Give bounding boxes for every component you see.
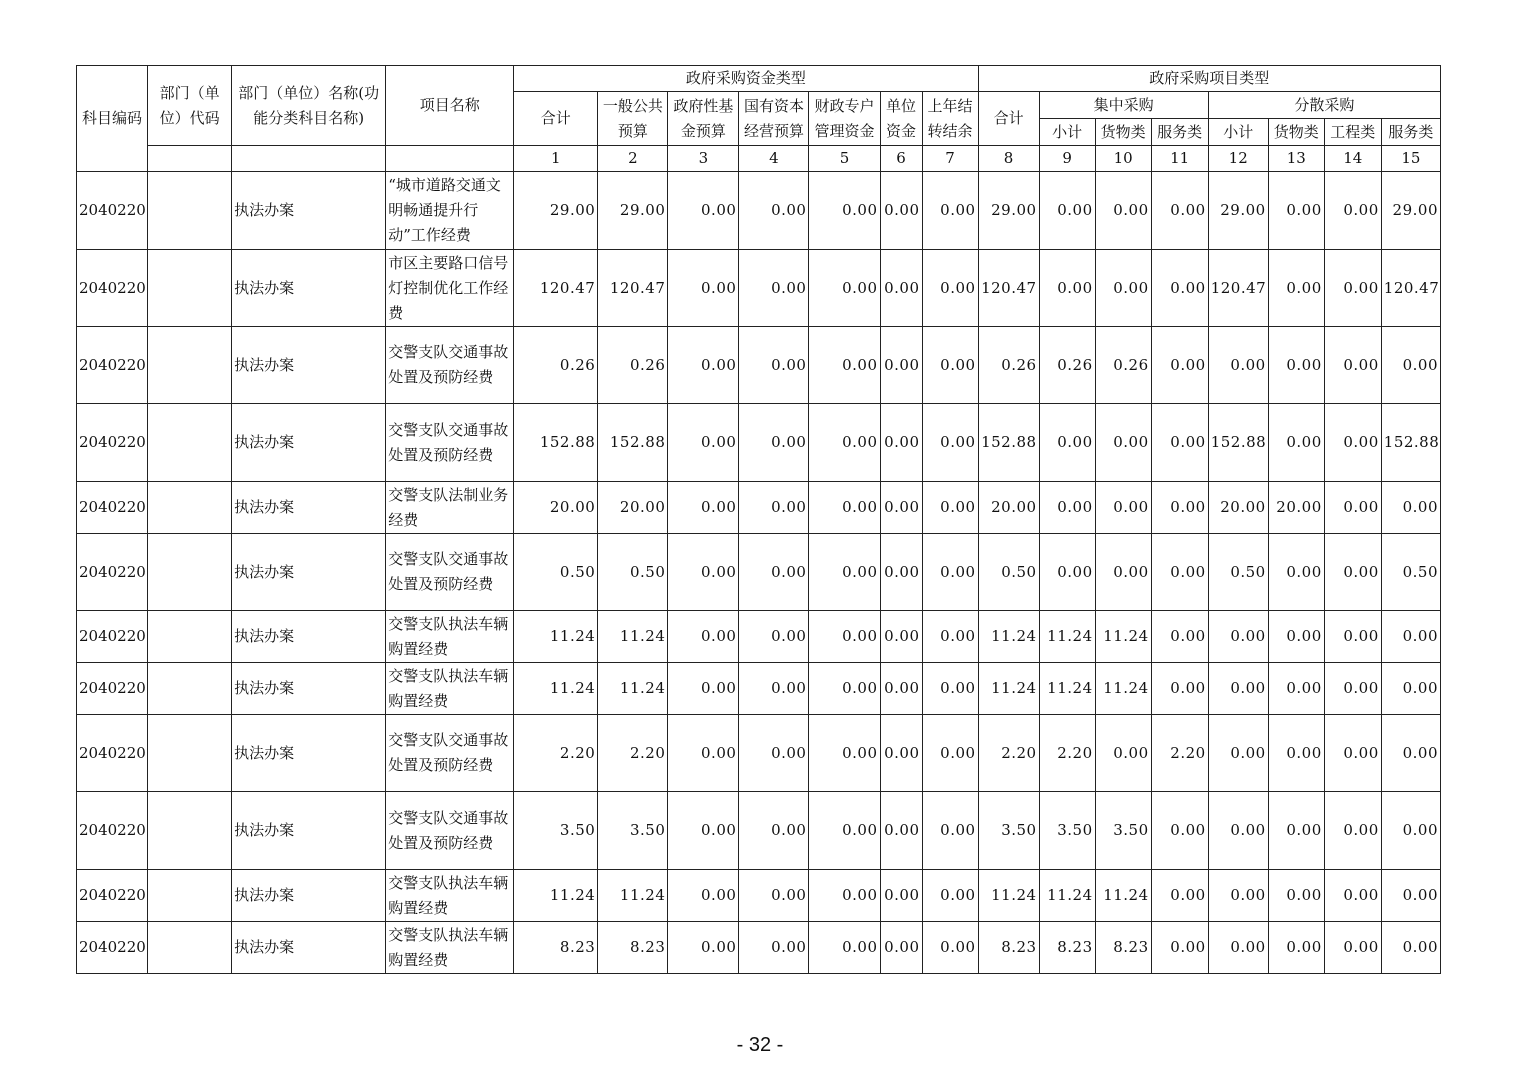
dept-name-cell: 执法办案 <box>232 404 386 482</box>
amount-cell: 0.00 <box>880 534 922 611</box>
amount-cell: 0.00 <box>739 870 809 922</box>
header-dispersed-procurement: 分散采购 <box>1208 92 1440 119</box>
header-dept-name: 部门（单位）名称(功能分类科目名称) <box>232 66 386 146</box>
amount-cell: 0.00 <box>880 327 922 404</box>
subject-code-cell: 2040220 <box>77 870 148 922</box>
header-dispersed-service: 服务类 <box>1381 119 1440 146</box>
table-header <box>77 66 1441 172</box>
amount-cell: 11.24 <box>598 870 668 922</box>
dept-name-cell: 执法办案 <box>232 715 386 792</box>
dept-code-cell <box>148 172 232 250</box>
amount-cell: 0.00 <box>809 611 880 663</box>
dept-code-cell <box>148 792 232 870</box>
amount-cell: 0.00 <box>1324 922 1381 974</box>
procurement-budget-table <box>76 65 1441 974</box>
project-name-cell: 市区主要路口信号灯控制优化工作经费 <box>386 250 514 327</box>
header-dispersed-goods: 货物类 <box>1268 119 1324 146</box>
header-column-index: 9 <box>1039 146 1095 172</box>
amount-cell: 0.00 <box>922 922 978 974</box>
project-name-cell: 交警支队执法车辆购置经费 <box>386 663 514 715</box>
amount-cell: 0.00 <box>809 870 880 922</box>
subject-code-cell: 2040220 <box>77 172 148 250</box>
dept-name-cell: 执法办案 <box>232 482 386 534</box>
amount-cell: 0.00 <box>1268 327 1324 404</box>
amount-cell: 152.88 <box>598 404 668 482</box>
amount-cell: 0.00 <box>1324 327 1381 404</box>
dept-code-cell <box>148 534 232 611</box>
header-dispersed-works: 工程类 <box>1324 119 1381 146</box>
amount-cell: 0.00 <box>1095 482 1151 534</box>
amount-cell: 0.00 <box>922 870 978 922</box>
amount-cell: 0.00 <box>809 172 880 250</box>
amount-cell: 0.00 <box>1324 404 1381 482</box>
amount-cell: 20.00 <box>514 482 598 534</box>
header-column-index: 14 <box>1324 146 1381 172</box>
header-subject-code: 科目编码 <box>77 66 148 172</box>
amount-cell: 3.50 <box>1095 792 1151 870</box>
amount-cell: 2.20 <box>978 715 1039 792</box>
amount-cell: 0.00 <box>1381 922 1440 974</box>
header-column-index: 1 <box>514 146 598 172</box>
subject-code-cell: 2040220 <box>77 327 148 404</box>
amount-cell: 0.00 <box>1381 715 1440 792</box>
amount-cell: 11.24 <box>598 611 668 663</box>
amount-cell: 0.26 <box>598 327 668 404</box>
dept-name-cell: 执法办案 <box>232 870 386 922</box>
amount-cell: 0.00 <box>1381 870 1440 922</box>
amount-cell: 0.00 <box>1324 870 1381 922</box>
amount-cell: 0.00 <box>668 870 739 922</box>
amount-cell: 0.00 <box>739 404 809 482</box>
table-row <box>77 715 1441 792</box>
amount-cell: 0.00 <box>668 482 739 534</box>
amount-cell: 0.50 <box>1208 534 1268 611</box>
amount-cell: 20.00 <box>978 482 1039 534</box>
amount-cell: 0.00 <box>922 792 978 870</box>
amount-cell: 0.00 <box>1268 870 1324 922</box>
table-body <box>77 172 1441 974</box>
amount-cell: 120.47 <box>1208 250 1268 327</box>
subject-code-cell: 2040220 <box>77 404 148 482</box>
header-special-fund: 财政专户管理资金 <box>809 92 880 146</box>
dept-name-cell: 执法办案 <box>232 611 386 663</box>
project-name-cell: 交警支队交通事故处置及预防经费 <box>386 327 514 404</box>
amount-cell: 0.00 <box>1268 534 1324 611</box>
header-column-index: 10 <box>1095 146 1151 172</box>
amount-cell: 11.24 <box>598 663 668 715</box>
amount-cell: 11.24 <box>1095 870 1151 922</box>
header-project-type-group: 政府采购项目类型 <box>978 66 1440 92</box>
header-dept-code: 部门（单位）代码 <box>148 66 232 146</box>
amount-cell: 0.00 <box>880 922 922 974</box>
table-row <box>77 327 1441 404</box>
amount-cell: 0.00 <box>922 611 978 663</box>
header-index-blank <box>232 146 386 172</box>
dept-name-cell: 执法办案 <box>232 172 386 250</box>
header-column-index: 13 <box>1268 146 1324 172</box>
dept-code-cell <box>148 715 232 792</box>
amount-cell: 0.00 <box>809 715 880 792</box>
amount-cell: 152.88 <box>1208 404 1268 482</box>
amount-cell: 0.00 <box>1324 250 1381 327</box>
amount-cell: 0.00 <box>668 922 739 974</box>
dept-code-cell <box>148 250 232 327</box>
amount-cell: 0.00 <box>880 172 922 250</box>
dept-code-cell <box>148 482 232 534</box>
amount-cell: 0.00 <box>1208 870 1268 922</box>
amount-cell: 0.00 <box>739 792 809 870</box>
table-row <box>77 534 1441 611</box>
amount-cell: 0.00 <box>739 715 809 792</box>
amount-cell: 0.00 <box>1208 663 1268 715</box>
amount-cell: 0.00 <box>809 250 880 327</box>
table-row <box>77 172 1441 250</box>
amount-cell: 0.00 <box>739 482 809 534</box>
amount-cell: 20.00 <box>598 482 668 534</box>
dept-name-cell: 执法办案 <box>232 663 386 715</box>
amount-cell: 0.00 <box>1268 404 1324 482</box>
amount-cell: 0.00 <box>922 172 978 250</box>
amount-cell: 0.00 <box>880 870 922 922</box>
amount-cell: 0.00 <box>922 663 978 715</box>
amount-cell: 0.00 <box>922 715 978 792</box>
amount-cell: 0.00 <box>668 715 739 792</box>
dept-name-cell: 执法办案 <box>232 922 386 974</box>
amount-cell: 120.47 <box>514 250 598 327</box>
amount-cell: 0.00 <box>1268 715 1324 792</box>
subject-code-cell: 2040220 <box>77 792 148 870</box>
amount-cell: 2.20 <box>1151 715 1208 792</box>
amount-cell: 29.00 <box>1208 172 1268 250</box>
amount-cell: 0.00 <box>1151 534 1208 611</box>
amount-cell: 0.00 <box>668 172 739 250</box>
amount-cell: 0.00 <box>1208 922 1268 974</box>
table-row <box>77 663 1441 715</box>
amount-cell: 11.24 <box>514 870 598 922</box>
header-fund-type-group: 政府采购资金类型 <box>514 66 978 92</box>
amount-cell: 0.00 <box>1208 611 1268 663</box>
header-general-budget: 一般公共预算 <box>598 92 668 146</box>
dept-name-cell: 执法办案 <box>232 250 386 327</box>
amount-cell: 0.00 <box>1268 922 1324 974</box>
dept-name-cell: 执法办案 <box>232 534 386 611</box>
dept-code-cell <box>148 922 232 974</box>
amount-cell: 0.00 <box>1324 715 1381 792</box>
amount-cell: 0.00 <box>880 792 922 870</box>
amount-cell: 11.24 <box>978 663 1039 715</box>
header-column-index: 11 <box>1151 146 1208 172</box>
amount-cell: 0.00 <box>739 611 809 663</box>
subject-code-cell: 2040220 <box>77 534 148 611</box>
amount-cell: 11.24 <box>978 870 1039 922</box>
amount-cell: 29.00 <box>978 172 1039 250</box>
amount-cell: 0.00 <box>1151 327 1208 404</box>
amount-cell: 0.00 <box>1095 534 1151 611</box>
project-name-cell: 交警支队交通事故处置及预防经费 <box>386 792 514 870</box>
amount-cell: 0.00 <box>1381 792 1440 870</box>
amount-cell: 0.00 <box>880 715 922 792</box>
amount-cell: 0.26 <box>978 327 1039 404</box>
header-type-total: 合计 <box>978 92 1039 146</box>
amount-cell: 8.23 <box>514 922 598 974</box>
amount-cell: 0.00 <box>809 404 880 482</box>
dept-code-cell <box>148 870 232 922</box>
header-column-index: 15 <box>1381 146 1440 172</box>
table-row <box>77 482 1441 534</box>
amount-cell: 3.50 <box>598 792 668 870</box>
amount-cell: 0.00 <box>1208 327 1268 404</box>
project-name-cell: “城市道路交通文明畅通提升行动”工作经费 <box>386 172 514 250</box>
amount-cell: 0.00 <box>668 663 739 715</box>
amount-cell: 0.00 <box>1151 611 1208 663</box>
table-row <box>77 870 1441 922</box>
amount-cell: 0.00 <box>809 482 880 534</box>
header-project-name: 项目名称 <box>386 66 514 146</box>
amount-cell: 0.00 <box>1039 172 1095 250</box>
amount-cell: 0.50 <box>514 534 598 611</box>
header-dispersed-subtotal: 小计 <box>1208 119 1268 146</box>
amount-cell: 11.24 <box>1039 611 1095 663</box>
table-row <box>77 250 1441 327</box>
amount-cell: 0.00 <box>1095 404 1151 482</box>
amount-cell: 0.26 <box>1039 327 1095 404</box>
amount-cell: 0.00 <box>1208 715 1268 792</box>
project-name-cell: 交警支队执法车辆购置经费 <box>386 870 514 922</box>
amount-cell: 0.00 <box>1268 611 1324 663</box>
amount-cell: 0.26 <box>1095 327 1151 404</box>
header-column-index: 5 <box>809 146 880 172</box>
amount-cell: 3.50 <box>1039 792 1095 870</box>
amount-cell: 11.24 <box>514 663 598 715</box>
amount-cell: 8.23 <box>978 922 1039 974</box>
header-central-goods: 货物类 <box>1095 119 1151 146</box>
amount-cell: 0.00 <box>809 327 880 404</box>
amount-cell: 0.00 <box>739 663 809 715</box>
amount-cell: 0.00 <box>880 482 922 534</box>
amount-cell: 0.00 <box>1381 663 1440 715</box>
subject-code-cell: 2040220 <box>77 611 148 663</box>
dept-name-cell: 执法办案 <box>232 792 386 870</box>
amount-cell: 0.00 <box>809 922 880 974</box>
header-carryover: 上年结转结余 <box>922 92 978 146</box>
dept-code-cell <box>148 327 232 404</box>
amount-cell: 0.00 <box>809 663 880 715</box>
header-column-index: 4 <box>739 146 809 172</box>
header-column-index: 8 <box>978 146 1039 172</box>
amount-cell: 11.24 <box>1039 870 1095 922</box>
amount-cell: 120.47 <box>1381 250 1440 327</box>
amount-cell: 11.24 <box>978 611 1039 663</box>
amount-cell: 0.00 <box>1151 663 1208 715</box>
subject-code-cell: 2040220 <box>77 250 148 327</box>
amount-cell: 0.00 <box>668 534 739 611</box>
project-name-cell: 交警支队执法车辆购置经费 <box>386 611 514 663</box>
amount-cell: 0.00 <box>1324 792 1381 870</box>
amount-cell: 0.00 <box>1381 327 1440 404</box>
amount-cell: 0.00 <box>1151 482 1208 534</box>
amount-cell: 0.50 <box>598 534 668 611</box>
amount-cell: 0.00 <box>1324 534 1381 611</box>
amount-cell: 0.00 <box>1381 482 1440 534</box>
amount-cell: 20.00 <box>1268 482 1324 534</box>
amount-cell: 0.00 <box>1039 534 1095 611</box>
amount-cell: 0.00 <box>809 534 880 611</box>
subject-code-cell: 2040220 <box>77 922 148 974</box>
amount-cell: 0.00 <box>1268 663 1324 715</box>
amount-cell: 11.24 <box>1095 611 1151 663</box>
amount-cell: 0.00 <box>1151 870 1208 922</box>
amount-cell: 0.00 <box>1324 172 1381 250</box>
amount-cell: 0.00 <box>1151 172 1208 250</box>
header-column-index: 7 <box>922 146 978 172</box>
project-name-cell: 交警支队交通事故处置及预防经费 <box>386 534 514 611</box>
subject-code-cell: 2040220 <box>77 715 148 792</box>
project-name-cell: 交警支队法制业务经费 <box>386 482 514 534</box>
amount-cell: 0.00 <box>739 250 809 327</box>
amount-cell: 0.00 <box>1268 792 1324 870</box>
header-column-index: 3 <box>668 146 739 172</box>
project-name-cell: 交警支队交通事故处置及预防经费 <box>386 715 514 792</box>
header-central-procurement: 集中采购 <box>1039 92 1208 119</box>
amount-cell: 0.50 <box>978 534 1039 611</box>
amount-cell: 0.00 <box>1151 792 1208 870</box>
amount-cell: 11.24 <box>514 611 598 663</box>
header-unit-fund: 单位资金 <box>880 92 922 146</box>
table-row <box>77 611 1441 663</box>
table-row <box>77 792 1441 870</box>
page-number: - 32 - <box>736 1034 784 1056</box>
amount-cell: 0.00 <box>880 404 922 482</box>
subject-code-cell: 2040220 <box>77 482 148 534</box>
amount-cell: 0.00 <box>739 172 809 250</box>
amount-cell: 0.00 <box>739 327 809 404</box>
amount-cell: 0.00 <box>668 404 739 482</box>
header-index-blank <box>148 146 232 172</box>
dept-code-cell <box>148 611 232 663</box>
amount-cell: 29.00 <box>514 172 598 250</box>
amount-cell: 3.50 <box>514 792 598 870</box>
amount-cell: 0.00 <box>1151 250 1208 327</box>
header-state-capital: 国有资本经营预算 <box>739 92 809 146</box>
amount-cell: 0.00 <box>922 534 978 611</box>
header-column-index: 6 <box>880 146 922 172</box>
table-row <box>77 922 1441 974</box>
amount-cell: 0.00 <box>1324 482 1381 534</box>
amount-cell: 0.00 <box>668 250 739 327</box>
header-fund-budget: 政府性基金预算 <box>668 92 739 146</box>
header-central-subtotal: 小计 <box>1039 119 1095 146</box>
amount-cell: 11.24 <box>1095 663 1151 715</box>
amount-cell: 120.47 <box>598 250 668 327</box>
amount-cell: 0.00 <box>739 922 809 974</box>
amount-cell: 0.00 <box>1039 482 1095 534</box>
project-name-cell: 交警支队交通事故处置及预防经费 <box>386 404 514 482</box>
header-column-index: 12 <box>1208 146 1268 172</box>
amount-cell: 0.00 <box>880 663 922 715</box>
header-fund-total: 合计 <box>514 92 598 146</box>
amount-cell: 0.00 <box>1095 250 1151 327</box>
amount-cell: 0.00 <box>880 250 922 327</box>
dept-name-cell: 执法办案 <box>232 327 386 404</box>
amount-cell: 0.00 <box>1151 404 1208 482</box>
amount-cell: 2.20 <box>514 715 598 792</box>
header-index-blank <box>386 146 514 172</box>
table-row <box>77 404 1441 482</box>
amount-cell: 0.00 <box>668 792 739 870</box>
amount-cell: 0.26 <box>514 327 598 404</box>
amount-cell: 0.00 <box>1208 792 1268 870</box>
amount-cell: 8.23 <box>1095 922 1151 974</box>
amount-cell: 0.00 <box>1095 172 1151 250</box>
amount-cell: 0.00 <box>922 482 978 534</box>
amount-cell: 0.00 <box>739 534 809 611</box>
amount-cell: 0.00 <box>1324 611 1381 663</box>
amount-cell: 29.00 <box>1381 172 1440 250</box>
amount-cell: 20.00 <box>1208 482 1268 534</box>
amount-cell: 8.23 <box>598 922 668 974</box>
amount-cell: 2.20 <box>598 715 668 792</box>
dept-code-cell <box>148 663 232 715</box>
amount-cell: 3.50 <box>978 792 1039 870</box>
amount-cell: 152.88 <box>978 404 1039 482</box>
amount-cell: 0.00 <box>809 792 880 870</box>
amount-cell: 0.00 <box>922 404 978 482</box>
amount-cell: 0.00 <box>922 250 978 327</box>
amount-cell: 0.00 <box>668 327 739 404</box>
amount-cell: 152.88 <box>514 404 598 482</box>
amount-cell: 2.20 <box>1039 715 1095 792</box>
amount-cell: 0.00 <box>1268 250 1324 327</box>
amount-cell: 0.00 <box>668 611 739 663</box>
amount-cell: 11.24 <box>1039 663 1095 715</box>
amount-cell: 120.47 <box>978 250 1039 327</box>
amount-cell: 0.00 <box>1268 172 1324 250</box>
amount-cell: 0.00 <box>922 327 978 404</box>
project-name-cell: 交警支队执法车辆购置经费 <box>386 922 514 974</box>
amount-cell: 8.23 <box>1039 922 1095 974</box>
subject-code-cell: 2040220 <box>77 663 148 715</box>
amount-cell: 0.00 <box>880 611 922 663</box>
amount-cell: 152.88 <box>1381 404 1440 482</box>
amount-cell: 0.00 <box>1381 611 1440 663</box>
amount-cell: 0.00 <box>1151 922 1208 974</box>
header-column-index: 2 <box>598 146 668 172</box>
amount-cell: 0.00 <box>1039 404 1095 482</box>
amount-cell: 29.00 <box>598 172 668 250</box>
header-central-service: 服务类 <box>1151 119 1208 146</box>
amount-cell: 0.00 <box>1095 715 1151 792</box>
amount-cell: 0.00 <box>1324 663 1381 715</box>
amount-cell: 0.00 <box>1039 250 1095 327</box>
dept-code-cell <box>148 404 232 482</box>
amount-cell: 0.50 <box>1381 534 1440 611</box>
